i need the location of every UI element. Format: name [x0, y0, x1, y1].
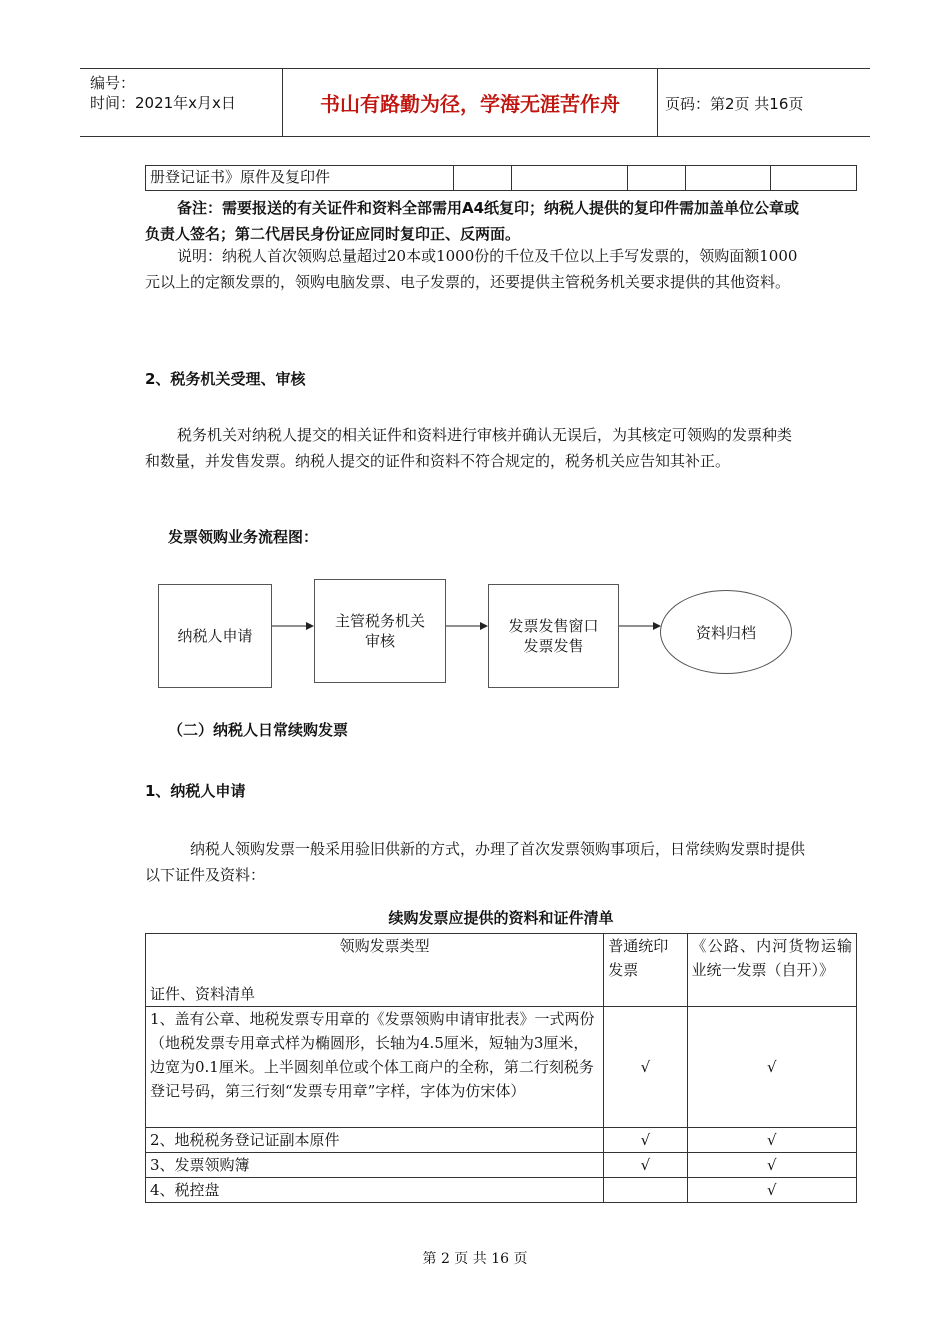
explain-text: 说明：纳税人首次领购总量超过20本或1000份的千位及千位以上手写发票的，领购面额1000元以上的定额发票的，领购电脑发票、电子发票的，还要提供主管税务机关要求提供的其他资料。 [145, 247, 798, 291]
flow-step-label: 发票发售 [523, 637, 584, 655]
table-row [146, 1007, 857, 1128]
header-motto: 书山有路勤为径，学海无涯苦作舟 [282, 69, 658, 136]
header-type-label: 领购发票类型 [339, 937, 430, 955]
table-header-corner [146, 934, 604, 1007]
check-cell: √ [687, 1153, 857, 1178]
flow-step-label: 主管税务机关 [334, 612, 425, 630]
table-title: 续购发票应提供的资料和证件清单 [388, 909, 614, 927]
table-header-col2: 《公路、内河货物运输业统一发票（自开）》 [687, 934, 857, 1007]
header-list-label: 证件、资料清单 [150, 985, 256, 1003]
table-cell: 册登记证书》原件及复印件 [146, 166, 454, 191]
table-row [146, 1128, 857, 1153]
flow-step-archive [660, 590, 792, 674]
check-cell: √ [687, 1128, 857, 1153]
check-cell: √ [687, 1178, 857, 1203]
table-cell-item: 4、税控盘 [146, 1178, 604, 1203]
section-heading: （二）纳税人日常续购发票 [168, 721, 349, 739]
table-row [146, 1178, 857, 1203]
page-footer: 第 2 页 共 16 页 [422, 1251, 528, 1267]
section-body: 纳税人领购发票一般采用验旧供新的方式，办理了首次发票领购事项后，日常续购发票时提供以下证件及资料： [145, 840, 806, 884]
check-cell [604, 1178, 687, 1203]
flow-step-label: 审核 [364, 632, 395, 650]
table-row [146, 1153, 857, 1178]
document-number: 编号： [90, 74, 136, 92]
table-header-col1: 普通统印发票 [604, 934, 687, 1007]
section-heading: 2、税务机关受理、审核 [145, 370, 306, 388]
table-cell-item: 3、发票领购簿 [146, 1153, 604, 1178]
remark-text: 备注：需要报送的有关证件和资料全部需用A4纸复印；纳税人提供的复印件需加盖单位公章或负责人签名；第二代居民身份证应同时复印正、反两面。 [145, 199, 800, 243]
section-body: 税务机关对纳税人提交的相关证件和资料进行审核并确认无误后，为其核定可领购的发票种类和数量，并发售发票。纳税人提交的证件和资料不符合规定的，税务机关应告知其补正。 [145, 426, 793, 470]
table-cell-item: 1、盖有公章、地税发票专用章的《发票领购申请审批表》一式两份（地税发票专用章式样为椭圆形，长轴为4.5厘米，短轴为3厘米，边宽为0.1厘米。上半圆刻单位或个体工商户的全称，第二行刻税务登记号码，第三行刻“发票专用章”字样，字体为仿宋体） [146, 1007, 604, 1128]
flow-step-review [314, 579, 446, 683]
flow-step-label: 发票发售窗口 [508, 617, 599, 635]
flow-step-label: 资料归档 [695, 623, 756, 642]
check-cell: √ [604, 1007, 687, 1128]
table-header-row [146, 934, 857, 1007]
document-time: 时间：2021年x月x日 [90, 94, 236, 112]
check-cell: √ [687, 1007, 857, 1128]
sub-heading: 1、纳税人申请 [145, 782, 246, 800]
requirements-table [145, 933, 857, 1203]
flow-step-label: 纳税人申请 [177, 627, 253, 645]
table-cell-item: 2、地税税务登记证副本原件 [146, 1128, 604, 1153]
flow-step-apply [158, 584, 272, 688]
flow-step-issue [488, 584, 619, 688]
check-cell: √ [604, 1128, 687, 1153]
check-cell: √ [604, 1153, 687, 1178]
flowchart-title: 发票领购业务流程图： [168, 528, 319, 546]
header-page-number: 页码：第2页 共16页 [665, 95, 804, 113]
